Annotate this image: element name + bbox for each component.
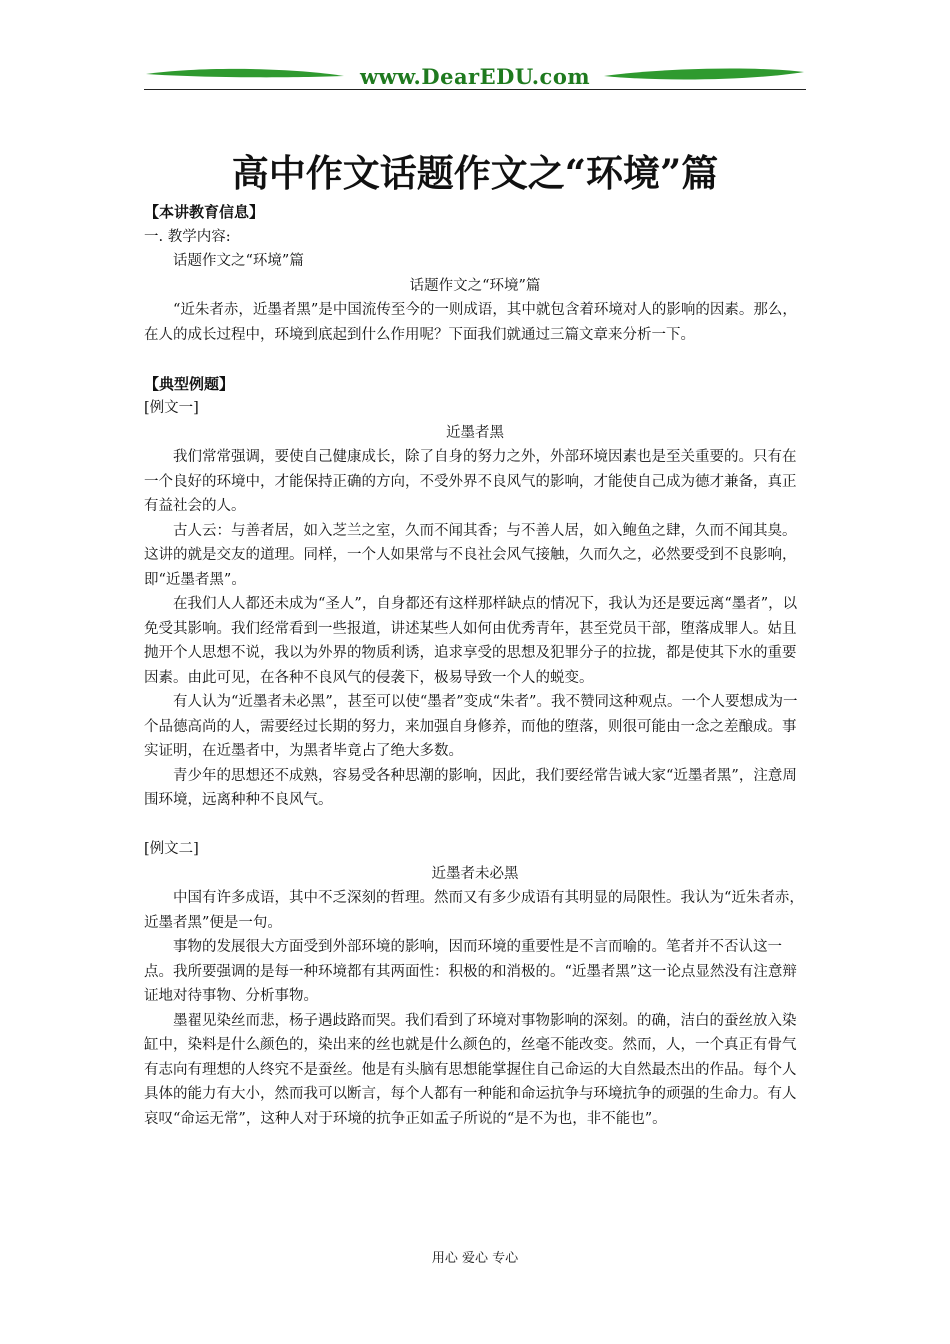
example2-paragraph: 墨翟见染丝而悲，杨子遇歧路而哭。我们看到了环境对事物影响的深刻。的确，洁白的蚕丝放入染缸中，染料是什么颜色的，染出来的丝也就是什么颜色的，丝毫不能改变。然而，人，一个真正有骨气有志向有理想的人终究不是蚕丝。他是有头脑有思想能掌握住自己命运的大自然最杰出的作品。每个人具体的能力有大小，然而我可以断言，每个人都有一种能和命运抗争与环境抗争的顽强的生命力。有人哀叹“命运无常”，这种人对于环境的抗争正如孟子所说的“是不为也，非不能也”。: [144, 1012, 797, 1127]
page-footer: 用心 爱心 专心: [431, 1251, 519, 1266]
topic-center-heading: 话题作文之“环境”篇: [409, 277, 541, 294]
example2-label: [例文二]: [144, 841, 199, 857]
site-name[interactable]: www.DearEDU.com: [359, 64, 591, 89]
header-rule: [144, 89, 806, 90]
example1-paragraph: 古人云：与善者居，如入芝兰之室，久而不闻其香；与不善人居，如入鲍鱼之肆，久而不闻其臭。这讲的就是交友的道理。同样，一个人如果常与不良社会风气接触，久而久之，必然要受到不良影响，即“近墨者黑”。: [144, 522, 797, 588]
site-header: [144, 62, 806, 92]
example1-paragraph: 青少年的思想还不成熟，容易受各种思潮的影响，因此，我们要经常告诫大家“近墨者黑”，注意周围环境，远离种种不良风气。: [144, 767, 797, 808]
example1-label: [例文一]: [144, 400, 199, 416]
topic-line: 话题作文之“环境”篇: [173, 253, 304, 269]
teaching-label: 一. 教学内容:: [144, 228, 231, 245]
section-heading-examples: 【典型例题】: [144, 374, 235, 393]
example1-title: 近墨者黑: [446, 424, 504, 441]
example1-paragraph: 我们常常强调，要使自己健康成长，除了自身的努力之外，外部环境因素也是至关重要的。只有在一个良好的环境中，才能保持正确的方向，不受外界不良风气的影响，才能使自己成为德才兼备，真正有益社会的人。: [144, 449, 797, 514]
example2-title: 近墨者未必黑: [431, 865, 519, 882]
section-heading-info: 【本讲教育信息】: [144, 203, 265, 221]
spacer: [144, 813, 806, 838]
spacer: [144, 347, 806, 372]
intro-paragraph: “近朱者赤，近墨者黑”是中国流传至今的一则成语，其中就包含着环境对人的影响的因素。那么，在人的成长过程中，环境到底起到什么作用呢？下面我们就通过三篇文章来分析一下。: [144, 302, 797, 343]
page-title: 高中作文话题作文之“环境”篇: [231, 151, 719, 195]
example2-paragraph: 中国有许多成语，其中不乏深刻的哲理。然而又有多少成语有其明显的局限性。我认为“近朱者赤，近墨者黑”便是一句。: [144, 890, 804, 931]
example1-paragraph: 有人认为“近墨者未必黑”，甚至可以使“墨者”变成“朱者”。我不赞同这种观点。一个人要想成为一个品德高尚的人，需要经过长期的努力，来加强自身修养，而他的堕落，则很可能由一念之差酿成。事实证明，在近墨者中，为黑者毕竟占了绝大多数。: [144, 694, 798, 759]
example1-paragraph: 在我们人人都还未成为“圣人”，自身都还有这样那样缺点的情况下，我认为还是要远离“墨者”，以免受其影响。我们经常看到一些报道，讲述某些人如何由优秀青年，甚至党员干部，堕落成罪人。姑且抛开个人思想不说，我以为外界的物质利诱，追求享受的思想及犯罪分子的拉拢，都是使其下水的重要因素。由此可见，在各种不良风气的侵袭下，极易导致一个人的蜕变。: [144, 596, 798, 686]
document-body: [144, 200, 806, 1131]
example2-paragraph: 事物的发展很大方面受到外部环境的影响，因而环境的重要性是不言而喻的。笔者并不否认这一点。我所要强调的是每一种环境都有其两面性：积极的和消极的。“近墨者黑”这一论点显然没有注意辩证地对待事物、分析事物。: [144, 939, 797, 1004]
